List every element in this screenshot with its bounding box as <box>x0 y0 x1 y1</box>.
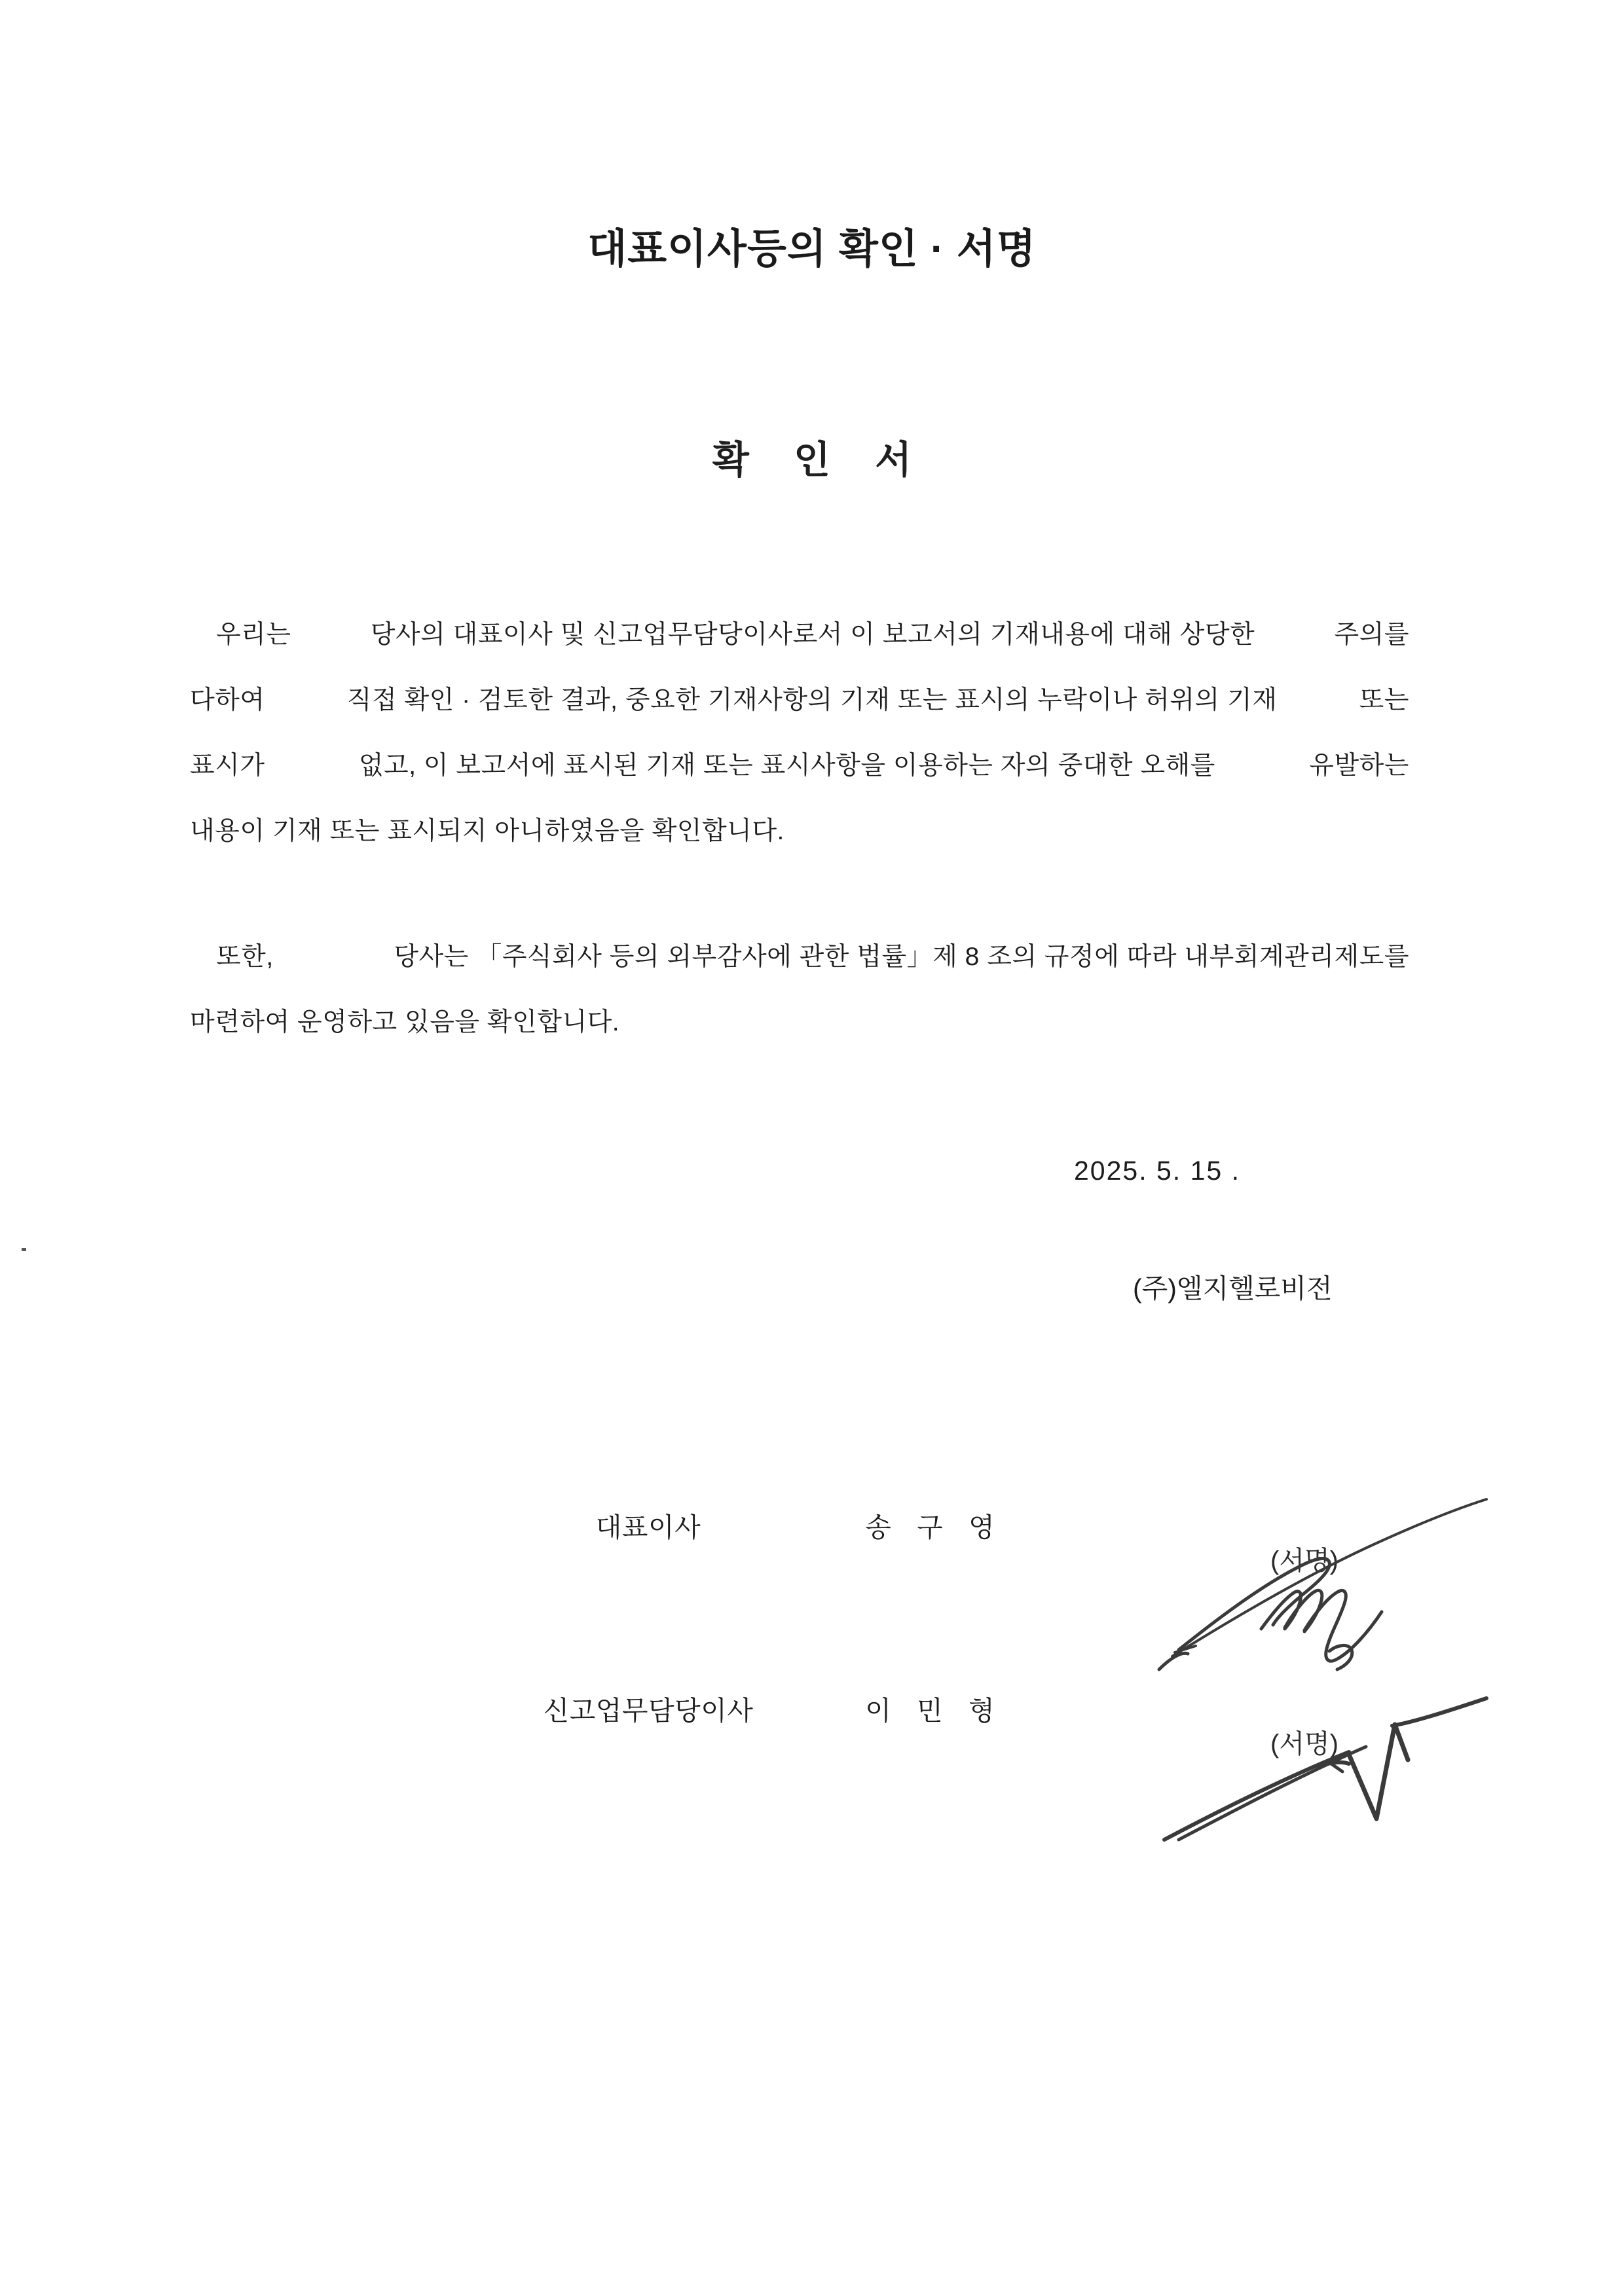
signature-label: (서명) <box>1270 1730 1338 1758</box>
paragraph-confirmation <box>190 602 1409 864</box>
paragraph-line <box>190 924 1409 990</box>
line-segment-left: 우리는 <box>216 621 291 649</box>
signature-block <box>1153 1506 1493 1637</box>
document-subtitle: 확 인 서 <box>712 439 929 481</box>
line-segment-right: 주의를 <box>1334 621 1409 649</box>
paragraph-line <box>190 733 1409 799</box>
signatory-title: 신고업무담당이사 <box>543 1696 754 1726</box>
company-name: (주)엘지헬로비전 <box>1133 1273 1333 1303</box>
paragraph-line <box>190 668 1409 733</box>
signature-block <box>1153 1689 1493 1820</box>
signing-date: 2025. 5. 15 . <box>1074 1156 1240 1186</box>
signatory-title: 대표이사 <box>595 1512 701 1542</box>
scan-artifact <box>22 1248 26 1251</box>
line-segment-left: 또한, <box>216 943 274 971</box>
signature-label: (서명) <box>1270 1546 1338 1575</box>
signature-row <box>0 1689 1624 1820</box>
paragraph-line: 내용이 기재 또는 표시되지 아니하였음을 확인합니다. <box>190 817 784 845</box>
line-segment-left: 다하여 <box>190 686 265 714</box>
line-segment-right: 유발하는 <box>1309 752 1409 780</box>
signatory-name: 송 구 영 <box>865 1512 1004 1542</box>
line-segment-middle: 당사의 대표이사 및 신고업무담당이사로서 이 보고서의 기재내용에 대해 상당한 <box>370 621 1255 649</box>
page-title: 대표이사등의 확인 · 서명 <box>587 227 1037 272</box>
line-segment-right: 또는 <box>1359 686 1409 714</box>
paragraph-line <box>190 602 1409 668</box>
signature-row <box>0 1506 1624 1637</box>
line-segment-middle: 당사는 「주식회사 등의 외부감사에 관한 법률」제 8 조의 규정에 따라 내부회계관리제도를 <box>394 943 1409 971</box>
line-segment-middle: 직접 확인 · 검토한 결과, 중요한 기재사항의 기재 또는 표시의 누락이나 허위의 기재 <box>346 686 1278 714</box>
signatory-name: 이 민 형 <box>865 1696 1004 1726</box>
paragraph-internal-accounting <box>190 924 1409 1055</box>
line-segment-left: 표시가 <box>190 752 265 780</box>
paragraph-line: 마련하여 운영하고 있음을 확인합니다. <box>190 1008 620 1036</box>
line-segment-middle: 없고, 이 보고서에 표시된 기재 또는 표시사항을 이용하는 자의 중대한 오해를 <box>358 752 1215 780</box>
